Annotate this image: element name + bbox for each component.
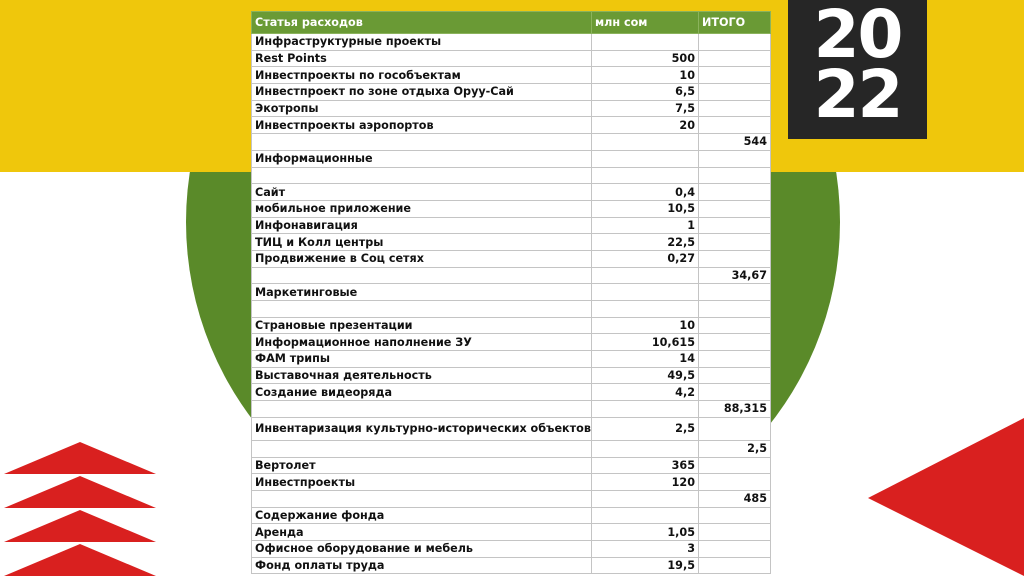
table-row (252, 474, 771, 491)
cell-amount: 49,5 (592, 367, 699, 384)
cell-total (699, 284, 771, 301)
cell-item: Создание видеоряда (252, 384, 592, 401)
header-mln-som: млн сом (592, 12, 699, 34)
table-row (252, 351, 771, 368)
cell-amount (592, 267, 699, 284)
cell-total (699, 200, 771, 217)
table-row (252, 250, 771, 267)
table-row (252, 301, 771, 318)
red-triangle (868, 418, 1024, 576)
cell-amount: 1 (592, 217, 699, 234)
table-body (252, 34, 771, 574)
cell-item: Страновые презентации (252, 317, 592, 334)
cell-item: Инвестпроекты (252, 474, 592, 491)
table-row (252, 457, 771, 474)
cell-amount (592, 301, 699, 318)
cell-total: 34,67 (699, 267, 771, 284)
cell-amount: 500 (592, 50, 699, 67)
cell-item: Информационные (252, 150, 592, 167)
table-row (252, 507, 771, 524)
table-row (252, 334, 771, 351)
cell-total (699, 67, 771, 84)
cell-total (699, 34, 771, 51)
table-row (252, 540, 771, 557)
cell-total (699, 50, 771, 67)
cell-amount: 120 (592, 474, 699, 491)
cell-item: Содержание фонда (252, 507, 592, 524)
cell-amount (592, 507, 699, 524)
table-row (252, 34, 771, 51)
cell-total (699, 457, 771, 474)
cell-total (699, 384, 771, 401)
cell-item: ТИЦ и Колл центры (252, 234, 592, 251)
table-row (252, 267, 771, 284)
cell-item: мобильное приложение (252, 200, 592, 217)
cell-item: Фонд оплаты труда (252, 557, 592, 574)
table-row (252, 367, 771, 384)
table-row (252, 167, 771, 184)
cell-amount: 14 (592, 351, 699, 368)
table-row (252, 217, 771, 234)
cell-amount: 1,05 (592, 524, 699, 541)
cell-item: Rest Points (252, 50, 592, 67)
cell-amount (592, 34, 699, 51)
table-header-row (252, 12, 771, 34)
table-row (252, 317, 771, 334)
cell-amount: 2,5 (592, 417, 699, 440)
cell-item (252, 267, 592, 284)
cell-amount: 19,5 (592, 557, 699, 574)
cell-amount (592, 284, 699, 301)
cell-total (699, 167, 771, 184)
red-triangle (4, 476, 156, 508)
cell-amount: 7,5 (592, 100, 699, 117)
cell-total (699, 557, 771, 574)
cell-amount (592, 167, 699, 184)
table-row (252, 134, 771, 151)
cell-total (699, 184, 771, 201)
cell-item: Инвестпроекты по гособъектам (252, 67, 592, 84)
header-total: ИТОГО (699, 12, 771, 34)
cell-amount: 0,27 (592, 250, 699, 267)
cell-total (699, 524, 771, 541)
red-triangle-right (868, 418, 1024, 576)
cell-amount: 20 (592, 117, 699, 134)
cell-amount: 6,5 (592, 84, 699, 101)
cell-total (699, 100, 771, 117)
cell-total: 485 (699, 490, 771, 507)
table-row (252, 200, 771, 217)
cell-item: Маркетинговые (252, 284, 592, 301)
cell-total (699, 250, 771, 267)
cell-item: Инвестпроекты аэропортов (252, 117, 592, 134)
cell-amount: 10,5 (592, 200, 699, 217)
table-row (252, 67, 771, 84)
table-row (252, 100, 771, 117)
table-row (252, 50, 771, 67)
cell-item: Аренда (252, 524, 592, 541)
header-expense-item: Статья расходов (252, 12, 592, 34)
cell-total (699, 217, 771, 234)
cell-amount (592, 440, 699, 457)
cell-total (699, 317, 771, 334)
cell-item: Инфраструктурные проекты (252, 34, 592, 51)
cell-amount: 10 (592, 67, 699, 84)
cell-item (252, 490, 592, 507)
cell-total (699, 474, 771, 491)
cell-item: Вертолет (252, 457, 592, 474)
table-row (252, 284, 771, 301)
cell-total (699, 507, 771, 524)
cell-item: Выставочная деятельность (252, 367, 592, 384)
red-triangle (4, 510, 156, 542)
cell-total: 544 (699, 134, 771, 151)
table-row (252, 234, 771, 251)
cell-total (699, 301, 771, 318)
cell-amount (592, 490, 699, 507)
table-row (252, 557, 771, 574)
red-triangles-left (0, 438, 160, 576)
table-row (252, 150, 771, 167)
cell-amount: 4,2 (592, 384, 699, 401)
cell-total (699, 367, 771, 384)
table-row (252, 417, 771, 440)
cell-amount: 10,615 (592, 334, 699, 351)
table-row (252, 117, 771, 134)
year-bottom: 22 (813, 56, 902, 133)
cell-item: Инфонавигация (252, 217, 592, 234)
cell-item: Инвентаризация культурно-исторических объектов (252, 417, 592, 440)
cell-item: ФАМ трипы (252, 351, 592, 368)
cell-item: Инвестпроект по зоне отдыха Оруу-Сай (252, 84, 592, 101)
cell-total (699, 117, 771, 134)
cell-item (252, 167, 592, 184)
table-row (252, 384, 771, 401)
cell-total (699, 234, 771, 251)
cell-total (699, 351, 771, 368)
cell-amount (592, 134, 699, 151)
cell-total (699, 84, 771, 101)
table-row (252, 440, 771, 457)
cell-item: Офисное оборудование и мебель (252, 540, 592, 557)
cell-total (699, 417, 771, 440)
year-badge (788, 0, 927, 139)
cell-amount: 365 (592, 457, 699, 474)
cell-total: 88,315 (699, 401, 771, 418)
cell-item (252, 401, 592, 418)
table-row (252, 524, 771, 541)
cell-total (699, 540, 771, 557)
cell-amount (592, 401, 699, 418)
red-triangle (4, 442, 156, 474)
cell-item: Экотропы (252, 100, 592, 117)
table-row (252, 84, 771, 101)
cell-amount (592, 150, 699, 167)
red-triangle (4, 544, 156, 576)
year-top: 20 (813, 0, 902, 73)
cell-amount: 22,5 (592, 234, 699, 251)
expenses-table (251, 11, 771, 574)
cell-item (252, 134, 592, 151)
cell-total (699, 334, 771, 351)
table-row (252, 490, 771, 507)
table-row (252, 401, 771, 418)
cell-total (699, 150, 771, 167)
cell-item: Продвижение в Соц сетях (252, 250, 592, 267)
cell-item (252, 440, 592, 457)
cell-item (252, 301, 592, 318)
table-row (252, 184, 771, 201)
cell-amount: 3 (592, 540, 699, 557)
cell-amount: 0,4 (592, 184, 699, 201)
cell-total: 2,5 (699, 440, 771, 457)
cell-item: Сайт (252, 184, 592, 201)
cell-item: Информационное наполнение ЗУ (252, 334, 592, 351)
cell-amount: 10 (592, 317, 699, 334)
